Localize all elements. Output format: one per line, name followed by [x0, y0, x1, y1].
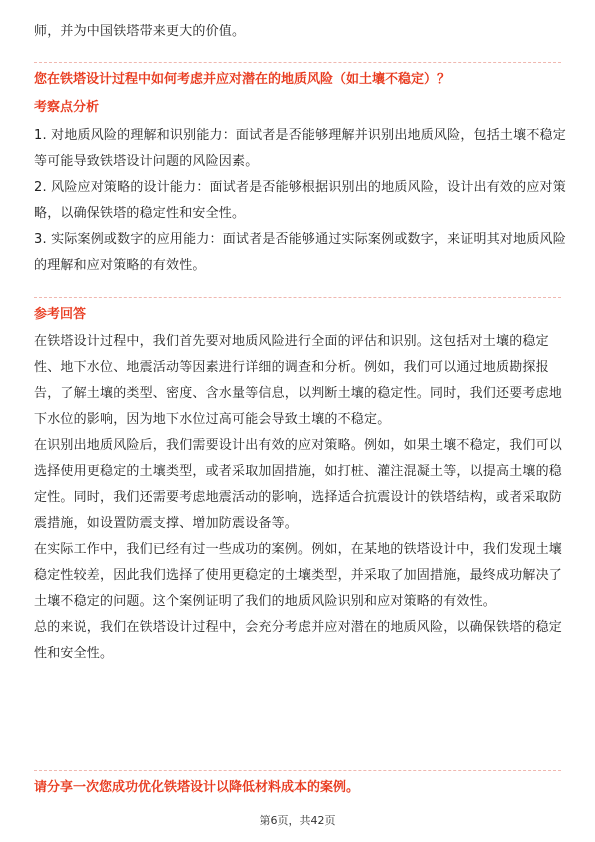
- answer-paragraph: 在铁塔设计过程中，我们首先要对地质风险进行全面的评估和识别。这包括对土壤的稳定性、地下水位、地震活动等因素进行详细的调查和分析。例如，我们可以通过地质勘探报告，了解土壤的类型、密度、含水量等信息，以判断土壤的稳定性。同时，我们还要考虑地下水位的影响，因为地下水位过高可能会导致土壤的不稳定。: [34, 334, 563, 427]
- question-title: 您在铁塔设计过程中如何考虑并应对潜在的地质风险（如土壤不稳定）？: [34, 72, 451, 87]
- continued-text: 师，并为中国铁塔带来更大的价值。: [34, 24, 246, 39]
- analysis-heading: 考察点分析: [34, 100, 100, 115]
- analysis-item: 2. 风险应对策略的设计能力：面试者是否能够根据识别出的地质风险，设计出有效的应对策略，以确保铁塔的稳定性和安全性。: [34, 180, 566, 221]
- answer-paragraph: 在实际工作中，我们已经有过一些成功的案例。例如，在某地的铁塔设计中，我们发现土壤稳定性较差，因此我们选择了使用更稳定的土壤类型，并采取了加固措施，最终成功解决了土壤不稳定的问题。这个案例证明了我们的地质风险识别和应对策略的有效性。: [34, 542, 563, 609]
- divider: [34, 62, 561, 63]
- answer-paragraph: 在识别出地质风险后，我们需要设计出有效的应对策略。例如，如果土壤不稳定，我们可以选择使用更稳定的土壤类型，或者采取加固措施，如打桩、灌注混凝土等，以提高土壤的稳定性。同时，我们还需要考虑地震活动的影响，选择适合抗震设计的铁塔结构，或者采取防震措施，如设置防震支撑、增加防震设备等。: [34, 438, 563, 531]
- question-title: 请分享一次您成功优化铁塔设计以降低材料成本的案例。: [34, 780, 360, 795]
- divider: [34, 770, 561, 771]
- divider: [34, 297, 561, 298]
- analysis-item: 1. 对地质风险的理解和识别能力：面试者是否能够理解并识别出地质风险，包括土壤不稳定等可能导致铁塔设计问题的风险因素。: [34, 128, 566, 169]
- answer-paragraph: 总的来说，我们在铁塔设计过程中，会充分考虑并应对潜在的地质风险，以确保铁塔的稳定性和安全性。: [34, 620, 563, 661]
- answer-heading: 参考回答: [34, 307, 87, 322]
- analysis-list: [34, 123, 566, 279]
- answer-body: [34, 329, 566, 667]
- page-number: 第6页，共42页: [259, 814, 336, 827]
- analysis-item: 3. 实际案例或数字的应用能力：面试者是否能够通过实际案例或数字，来证明其对地质风险的理解和应对策略的有效性。: [34, 232, 566, 273]
